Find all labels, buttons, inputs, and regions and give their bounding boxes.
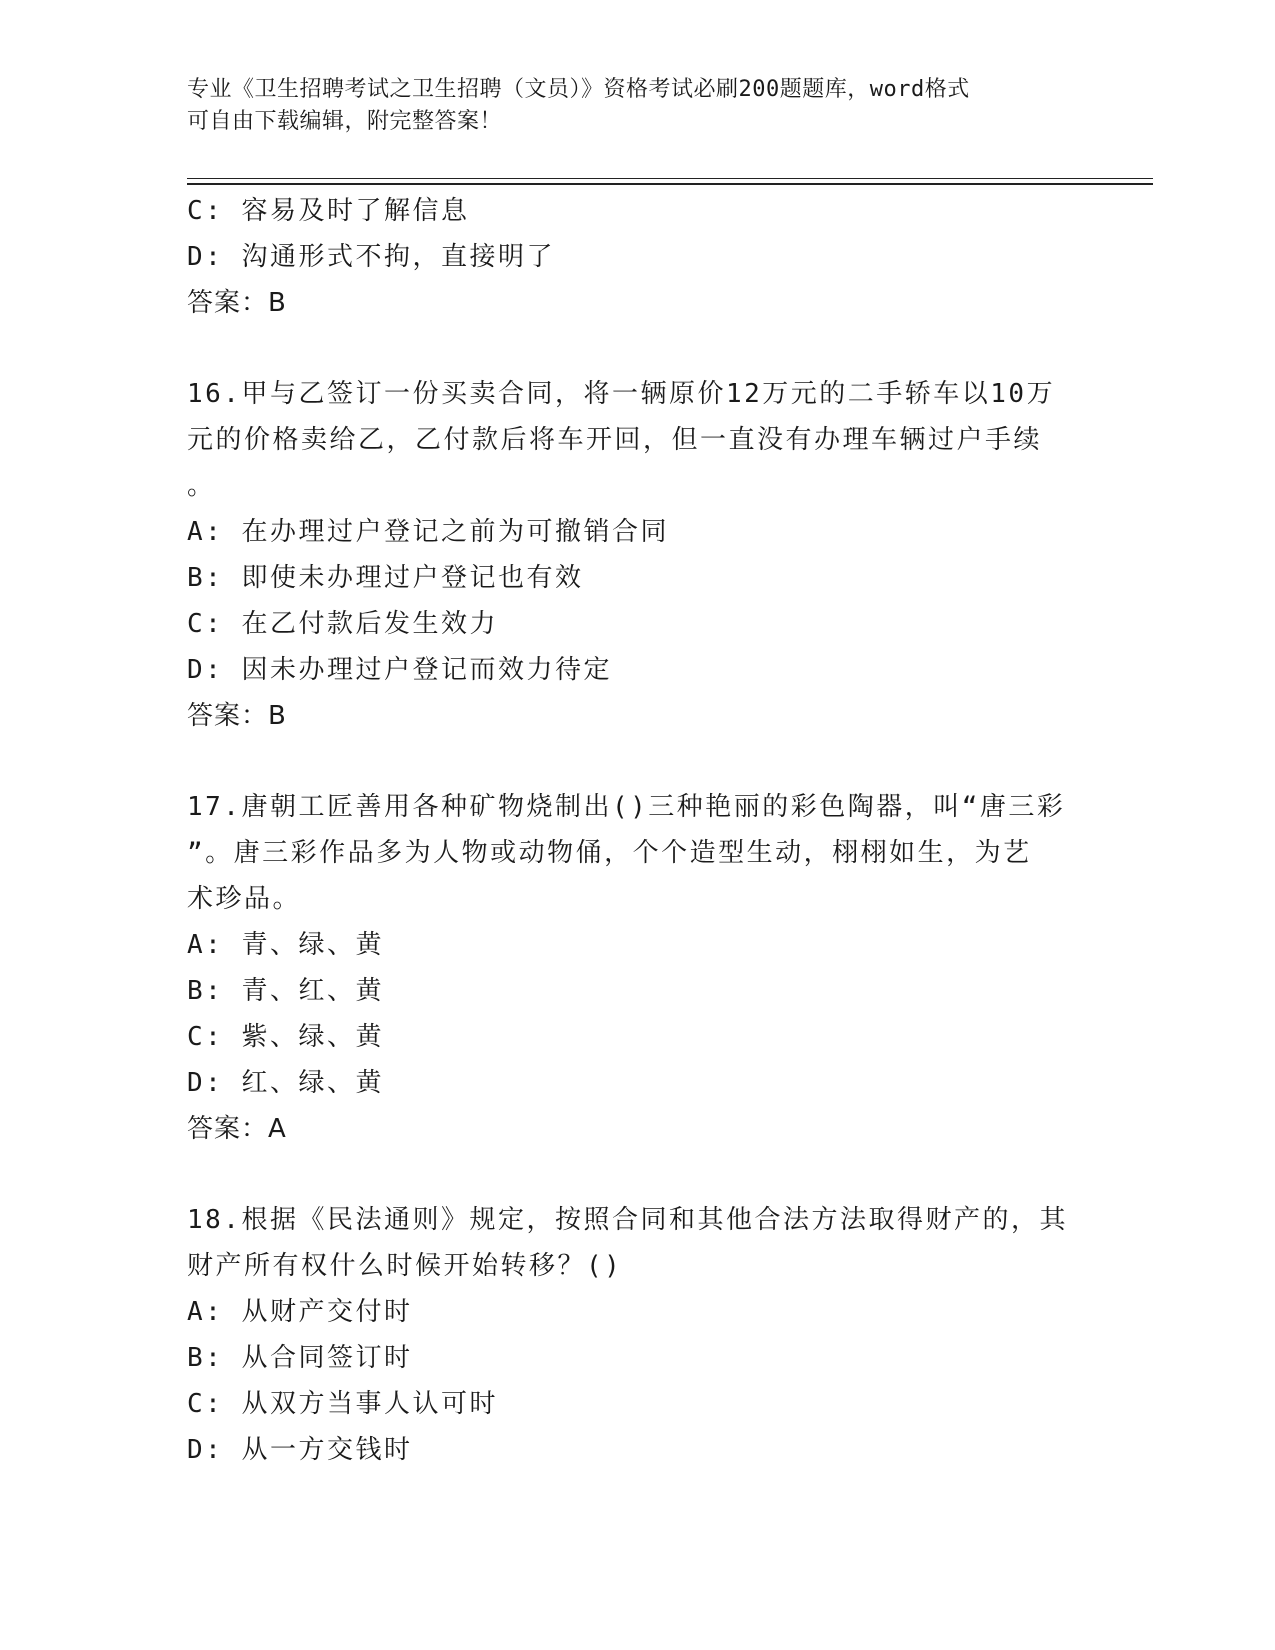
header-title-line-1: 专业《卫生招聘考试之卫生招聘（文员）》资格考试必刷200题题库，word格式	[187, 77, 970, 102]
answer-label: 答案：B	[187, 701, 287, 731]
header-divider-thin	[187, 178, 1153, 179]
question-stem-line: 元的价格卖给乙，乙付款后将车开回，但一直没有办理车辆过户手续	[187, 425, 1043, 455]
header-title-line-2: 可自由下载编辑，附完整答案！	[187, 109, 503, 134]
question-stem-line: 财产所有权什么时候开始转移？()	[187, 1251, 623, 1281]
option-b: B: 即使未办理过户登记也有效	[187, 563, 584, 593]
spacer	[187, 739, 1087, 784]
spacer	[187, 326, 1087, 371]
question-stem-line: ”。唐三彩作品多为人物或动物俑，个个造型生动，栩栩如生，为艺	[187, 838, 1032, 868]
option-c: C: 在乙付款后发生效力	[187, 609, 498, 639]
option-d: D: 因未办理过户登记而效力待定	[187, 655, 612, 685]
option-c: C: 从双方当事人认可时	[187, 1389, 498, 1419]
option-c: C: 容易及时了解信息	[187, 196, 470, 226]
header-divider-thick	[187, 183, 1153, 185]
answer-label: 答案：A	[187, 1114, 287, 1144]
question-17	[187, 784, 1087, 1152]
question-stem-line: 17.唐朝工匠善用各种矿物烧制出()三种艳丽的彩色陶器，叫“唐三彩	[187, 792, 1066, 822]
question-content	[187, 188, 1087, 1473]
option-c: C: 紫、绿、黄	[187, 1022, 384, 1052]
option-b: B: 青、红、黄	[187, 976, 384, 1006]
question-stem-line: 16.甲与乙签订一份买卖合同，将一辆原价12万元的二手轿车以10万	[187, 379, 1056, 409]
answer-label: 答案：B	[187, 288, 287, 318]
question-stem-line: 。	[187, 471, 216, 501]
option-d: D: 从一方交钱时	[187, 1435, 413, 1465]
option-a: A: 在办理过户登记之前为可撤销合同	[187, 517, 669, 547]
document-header	[187, 74, 1087, 138]
option-d: D: 红、绿、黄	[187, 1068, 384, 1098]
spacer	[187, 1152, 1087, 1197]
question-stem-line: 18.根据《民法通则》规定，按照合同和其他合法方法取得财产的，其	[187, 1205, 1068, 1235]
question-stem-line: 术珍品。	[187, 884, 302, 914]
option-d: D: 沟通形式不拘，直接明了	[187, 242, 555, 272]
question-18	[187, 1197, 1087, 1473]
option-a: A: 青、绿、黄	[187, 930, 384, 960]
question-16	[187, 371, 1087, 739]
option-a: A: 从财产交付时	[187, 1297, 413, 1327]
option-b: B: 从合同签订时	[187, 1343, 413, 1373]
question-15-continued	[187, 188, 1087, 326]
